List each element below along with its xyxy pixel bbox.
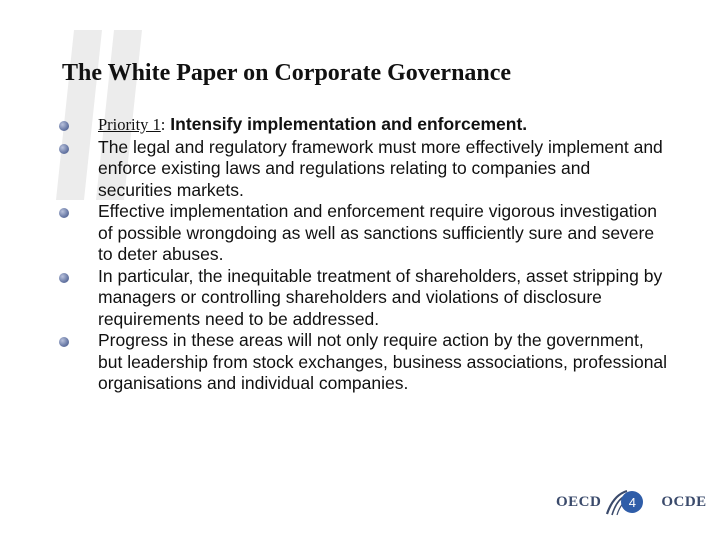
priority-headline: Intensify implementation and enforcement. (170, 114, 528, 134)
bullet-icon (59, 337, 69, 347)
bullet-icon (59, 273, 69, 283)
bullet-icon (59, 208, 69, 218)
bullet-item (58, 266, 668, 331)
bullet-item (58, 137, 668, 202)
bullet-item-priority (58, 114, 668, 136)
oecd-footer-logo (556, 488, 707, 516)
priority-colon: : (160, 115, 166, 134)
page-number-badge: 4 (621, 491, 643, 513)
logo-text-oecd: OECD (556, 493, 602, 510)
bullet-item (58, 201, 668, 266)
bullet-text: The legal and regulatory framework must more effectively implement and enforce existing laws and regulations relating to companies and securities markets. (98, 136, 663, 200)
bullet-icon (59, 121, 69, 131)
bullet-text: Effective implementation and enforcement require vigorous investigation of possible wrongdoing as well as sanctions sufficiently sure and severe to deter abuses. (98, 201, 658, 264)
priority-label: Priority 1 (98, 115, 161, 134)
logo-text-ocde: OCDE (661, 493, 707, 510)
bullet-text: Progress in these areas will not only require action by the government, but leadership from stock exchanges, business associations, professional organisations and individual companies. (98, 330, 668, 393)
oecd-logo-mark (603, 488, 659, 516)
bullet-icon (59, 144, 69, 154)
bullet-text: In particular, the inequitable treatment of shareholders, asset stripping by managers or controlling shareholders and violations of disclosure requirements need to be addressed. (98, 265, 663, 329)
bullet-item (58, 330, 668, 395)
slide-title: The White Paper on Corporate Governance (62, 60, 512, 86)
bullet-list (58, 114, 668, 395)
